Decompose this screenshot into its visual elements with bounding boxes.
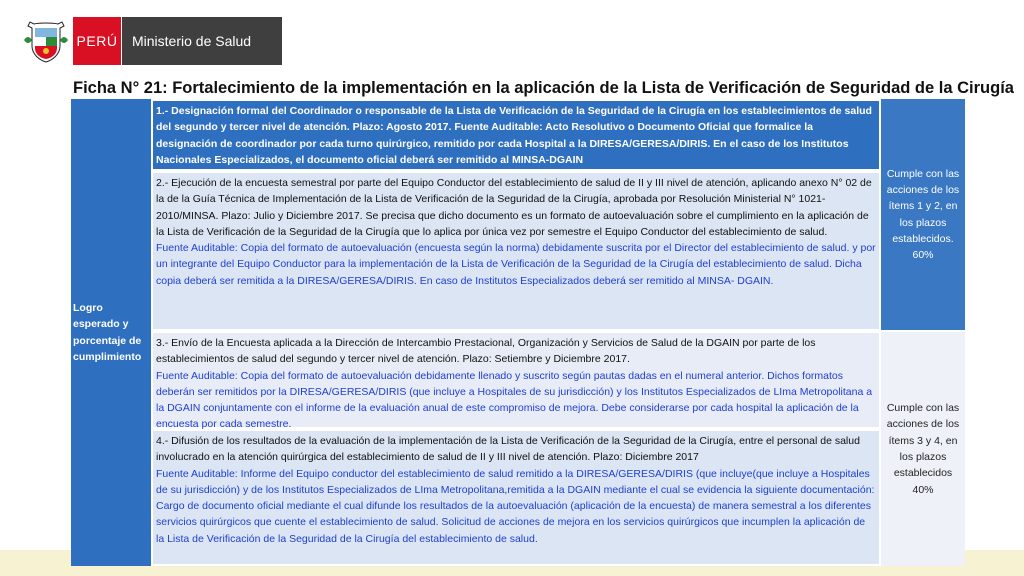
item4-source: Fuente Auditable: Informe del Equipo conductor del establecimiento de salud remitido a la DIRESA/GERESA/DIRIS (que incluye(que incluye a Hospitales de su jurisdicción) y de los Institutos Especializados de LIma Metropolitana,remitida a la DGAIN mediante el cual se evidencia la siguiente documentación: Cargo de documento oficial mediante el cual difunde los resultados de la autoevaluación (aplicación de la encuesta) de manera semestral a los diferentes servicios quirúrgicos que cuente el establecimiento de salud. Solicitud de acciones de mejora en los servicios quirúrgicos que incumplen la aplicación de la Lista de Verificación de la Seguridad de la Cirugía del establecimiento de salud. [156,467,875,545]
page-title: Ficha N° 21: Fortalecimiento de la implementación en la aplicación de la Lista de Verificación de Seguridad de la Cirugía [73,79,1014,97]
item2-source: Fuente Auditable: Copia del formato de autoevaluación (encuesta según la norma) debidamente suscrita por el Director del establecimiento de salud. y por un integrante del Equipo Conductor para la implementación de la Lista de Verificación de la Seguridad de la Cirugía del establecimiento de salud. Dicha copia deberá ser remitida a la DIRESA/GERESA/DIRIS. En caso de Institutos Especializados deberá ser remitido al MINSA- DGAIN. [156,242,876,287]
item2-text: 2.- Ejecución de la encuesta semestral por parte del Equipo Conductor del establecimiento de salud de II y III nivel de atención, aplicando anexo N° 02 de la de la Guía Técnica de Implementación de la Lista de Verificación de la Seguridad de la Cirugía, aprobada por Resolución Ministerial N° 1021-2010/MINSA. Plazo: Julio y Diciembre 2017. Se precisa que dicho documento es un formato de autoevaluación sobre el cumplimiento en la aplicación de la Lista de Verificación de la Seguridad de la Cirugía que lo aplica por única vez por semestre el Equipo Conductor del establecimiento de salud. [156,177,872,238]
item3-text: 3.- Envío de la Encuesta aplicada a la Dirección de Intercambio Prestacional, Organización y Servicios de Salud de la DGAIN por parte de los establecimientos de salud del segundo y tercer nivel de atención. Plazo: Setiembre y Diciembre 2017. [156,337,816,366]
left-label-cell [71,99,151,566]
item4-text: 4.- Difusión de los resultados de la evaluación de la implementación de la Lista de Verificación de la Seguridad de la Cirugía, entre el personal de salud involucrado en la atención quirúrgica del establecimiento de salud de II y III nivel de atención. Plazo: Diciembre 2017 [156,435,860,464]
country-label: PERÚ [76,33,118,49]
item3-cell [151,331,881,429]
item1-text: 1.- Designación formal del Coordinador o responsable de la Lista de Verificación de la Seguridad de la Cirugía en los establecimientos de salud del segundo y tercer nivel de atención. Plazo: Agosto 2017. Fuente Auditable: Acto Resolutivo o Documento Oficial que formalice la designación de coordinador por cada turno quirúrgico, remitido por cada Hospital a la DIRESA/GERESA/DIRIS. En el caso de los Institutos Nacionales Especializados, el documento oficial deberá ser remitido al MINSA-DGAIN [151,99,881,171]
item3-block [151,331,881,429]
ministry-logo [122,17,282,65]
coat-of-arms-icon [22,20,70,64]
item3-source: Fuente Auditable: Copia del formato de autoevaluación debidamente llenado y suscrito según pautas dadas en el numeral anterior. Dichos formatos deberán ser remitidos por la DIRESA/GERESA/DIRIS (que incluye a Hospitales de su jurisdicción) y los Institutos Especializados de LIma Metropolitana a la DGAIN conjuntamente con el informe de la evaluación anual de este compromiso de mejora. Debe considerarse por cada hospital la aplicación de la encuesta por cada semestre. [156,369,873,431]
item2-cell [151,171,881,331]
right1-text: Cumple con las acciones de los ítems 1 y 2, en los plazos establecidos. 60% [886,167,960,262]
item2-block [151,171,881,331]
item1-cell [151,99,881,171]
right2-cell [881,331,965,566]
left-label: Logro esperado y porcentaje de cumplimiento [73,301,142,363]
ministry-label: Ministerio de Salud [132,33,252,49]
right1-cell [881,99,965,331]
compliance-table [71,99,965,566]
item4-block [151,429,881,566]
peru-logo [73,17,121,65]
item4-cell [151,429,881,566]
right2-text: Cumple con las acciones de los ítems 3 y 4, en los plazos establecidos 40% [886,402,960,496]
